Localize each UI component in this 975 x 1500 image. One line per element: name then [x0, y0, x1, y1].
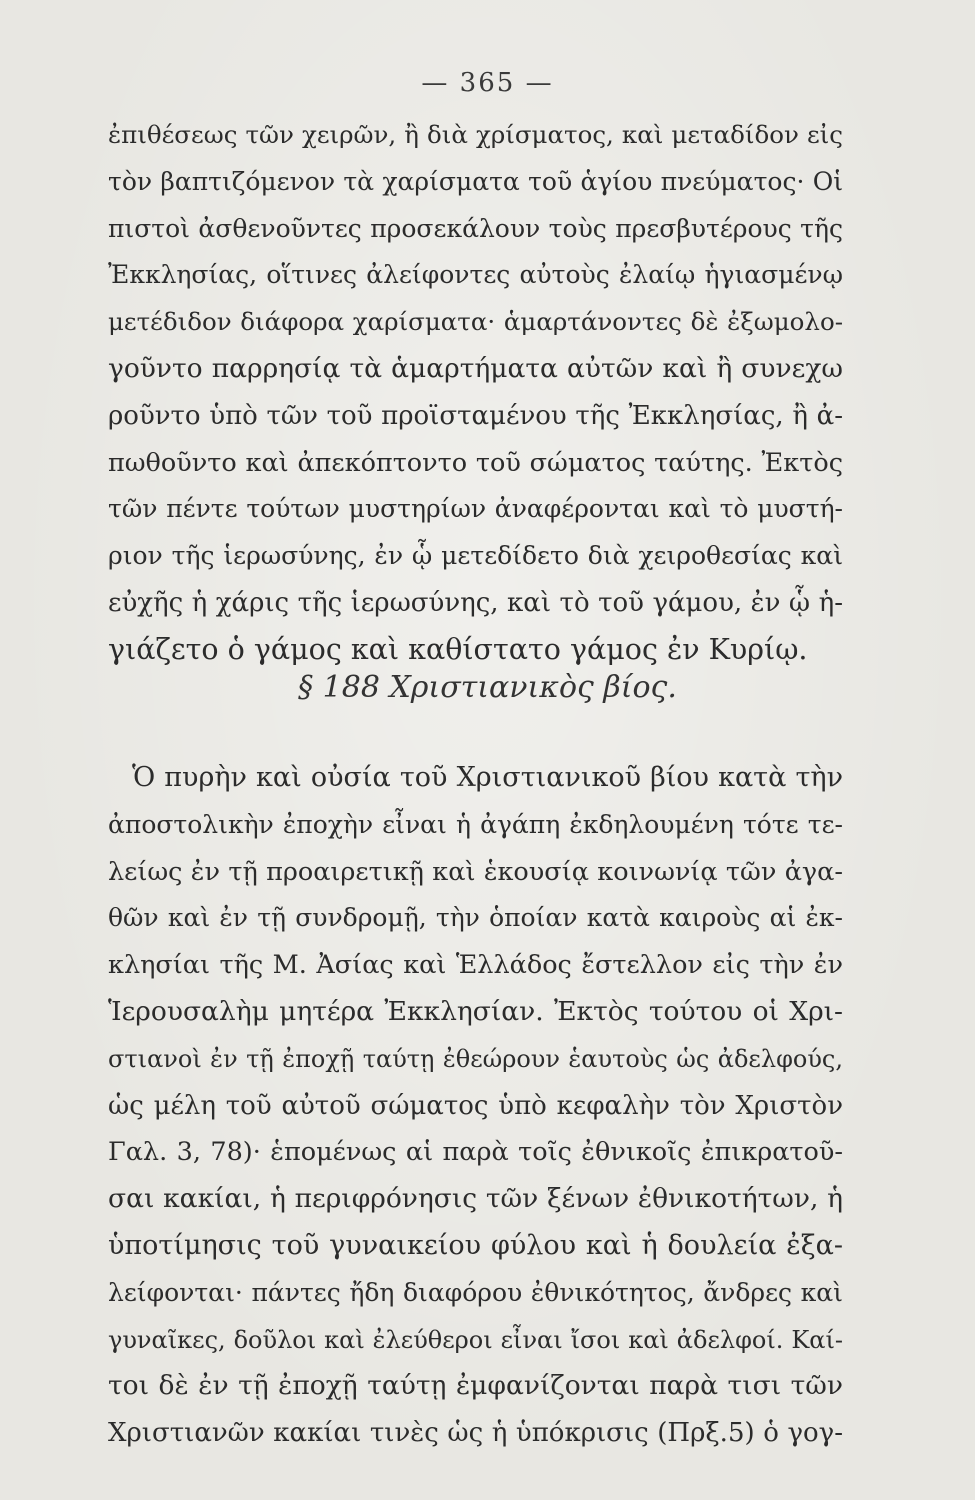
text-line: ὡς μέλη τοῦ αὐτοῦ σώματος ὑπὸ κεφαλὴν τὸν Χριστὸν [108, 1090, 843, 1121]
text-line: Ὁ πυρὴν καὶ οὐσία τοῦ Χριστιανικοῦ βίου κατὰ τὴν [132, 762, 843, 793]
paragraph-2 [108, 755, 843, 1457]
text-line: ἐπιθέσεως τῶν χειρῶν, ἢ διὰ χρίσματος, καὶ μεταδίδον εἰς [108, 120, 843, 149]
text-line: μετέδιδον διάφορα χαρίσματα· ἁμαρτάνοντες δὲ ἐξωμολο- [108, 307, 843, 337]
text-line: λείως ἐν τῇ προαιρετικῇ καὶ ἑκουσίᾳ κοινωνίᾳ τῶν ἀγα- [108, 856, 843, 887]
text-line: τὸν βαπτιζόμενον τὰ χαρίσματα τοῦ ἁγίου πνεύματος· Οἱ [108, 166, 843, 196]
text-line: Γαλ. 3, 78)· ἑπομένως αἱ παρὰ τοῖς ἐθνικοῖς ἐπικρατοῦ- [108, 1137, 843, 1168]
text-line: λείφονται· πάντες ἤδη διαφόρου ἐθνικότητος, ἄνδρες καὶ [108, 1277, 843, 1307]
text-line: ὑποτίμησις τοῦ γυναικείου φύλου καὶ ἡ δουλεία ἐξα- [108, 1229, 843, 1261]
text-line: θῶν καὶ ἐν τῇ συνδρομῇ, τὴν ὁποίαν κατὰ καιροὺς αἱ ἐκ- [108, 903, 843, 933]
page-number: — 365 — [421, 68, 554, 98]
text-line: Ἐκκλησίας, οἵτινες ἀλείφοντες αὐτοὺς ἐλαίῳ ἡγιασμένῳ [108, 260, 843, 290]
text-line: γυναῖκες, δοῦλοι καὶ ἐλεύθεροι εἶναι ἴσοι καὶ ἀδελφοί. Καί- [108, 1325, 843, 1354]
text-line: σαι κακίαι, ἡ περιφρόνησις τῶν ξένων ἐθνικοτήτων, ἡ [108, 1183, 843, 1215]
text-line: πωθοῦντο καὶ ἀπεκόπτοντο τοῦ σώματος ταύτης. Ἐκτὸς [108, 447, 843, 478]
text-line: ροῦντο ὑπὸ τῶν τοῦ προϊσταμένου τῆς Ἐκκλησίας, ἢ ἀ- [108, 400, 843, 431]
text-line: ἀποστολικὴν ἐποχὴν εἶναι ἡ ἀγάπη ἐκδηλουμένη τότε τε- [108, 809, 843, 839]
section-heading: § 188 Χριστιανικὸς βίος. [298, 670, 677, 705]
text-line: ριον τῆς ἱερωσύνης, ἐν ᾧ μετεδίδετο διὰ χειροθεσίας καὶ [108, 541, 843, 571]
text-line: Χριστιανῶν κακίαι τινὲς ὡς ἡ ὑπόκρισις (Πρξ.5) ὁ γογ- [108, 1418, 843, 1449]
text-line: Ἱερουσαλὴμ μητέρα Ἐκκλησίαν. Ἐκτὸς τούτου οἱ Χρι- [108, 995, 843, 1027]
text-line: γιάζετο ὁ γάμος καὶ καθίστατο γάμος ἐν Κυρίῳ. [108, 632, 808, 666]
text-line: εὐχῆς ἡ χάρις τῆς ἱερωσύνης, καὶ τὸ τοῦ γάμου, ἐν ᾧ ἡ- [108, 587, 843, 618]
text-line: τοι δὲ ἐν τῇ ἐποχῇ ταύτῃ ἐμφανίζονται παρὰ τισι τῶν [108, 1370, 843, 1402]
text-line: στιανοὶ ἐν τῇ ἐποχῇ ταύτῃ ἐθεώρουν ἑαυτοὺς ὡς ἀδελφούς, [108, 1044, 843, 1073]
text-line: γοῦντο παρρησίᾳ τὰ ἁμαρτήματα αὐτῶν καὶ ἢ συνεχω [108, 352, 843, 384]
paragraph-1 [108, 112, 843, 674]
text-line: πιστοὶ ἀσθενοῦντες προσεκάλουν τοὺς πρεσβυτέρους τῆς [108, 213, 843, 243]
text-line: κλησίαι τῆς Μ. Ἀσίας καὶ Ἑλλάδος ἔστελλον εἰς τὴν ἐν [108, 950, 843, 981]
text-line: τῶν πέντε τούτων μυστηρίων ἀναφέρονται καὶ τὸ μυστή- [108, 494, 843, 524]
